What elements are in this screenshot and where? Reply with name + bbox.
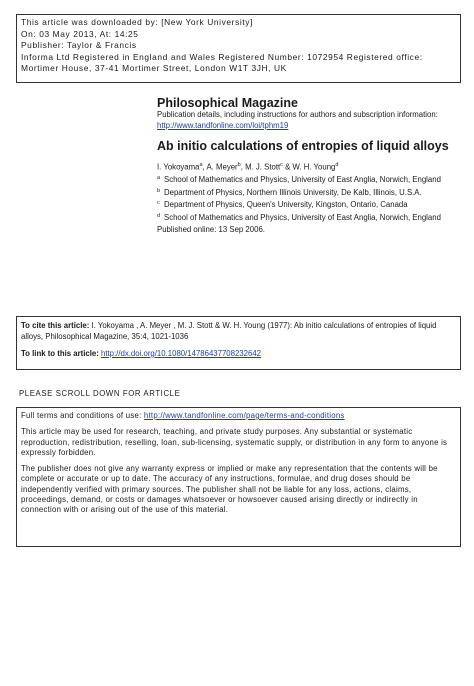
author-name: I. Yokoyama [157, 162, 200, 172]
affiliation [157, 213, 457, 224]
affiliation-sup: a [157, 175, 161, 182]
published-date: Published online: 13 Sep 2006. [157, 225, 265, 235]
download-line: Publisher: Taylor & Francis [21, 40, 137, 50]
terms-paragraph: This article may be used for research, teaching, and private study purposes. Any substantial or systematic reproduction, redistribution, reselling, loan, sub-licensing, systematic supply, or distribution in any form to anyone is expressly forbidden. [21, 427, 448, 457]
author-sup: d [335, 162, 339, 168]
journal-details-text: Publication details, including instructions for authors and subscription information: [157, 110, 438, 119]
journal-name: Philosophical Magazine [157, 96, 298, 110]
journal-link[interactable]: http://www.tandfonline.com/loi/tphm19 [157, 120, 289, 130]
download-line: Informa Ltd Registered in England and Wales Registered Number: 1072954 Registered office: [21, 51, 423, 62]
download-line: On: 03 May 2013, At: 14:25 [21, 28, 139, 39]
affiliation-text: Department of Physics, Queen's University, Kingston, Ontario, Canada [164, 200, 408, 210]
terms-intro-text: Full terms and conditions of use: [21, 411, 142, 420]
affiliation-sup: c [157, 200, 160, 207]
affiliation-sup: b [157, 187, 161, 194]
link-line [21, 349, 456, 360]
author-sup: c [280, 162, 283, 168]
citation-box [16, 316, 461, 370]
author-name: W. H. Young [292, 162, 336, 172]
affiliation-text: School of Mathematics and Physics, University of East Anglia, Norwich, England [164, 175, 441, 185]
terms-intro [21, 411, 456, 421]
cite-text: I. Yokoyama , A. Meyer , M. J. Stott & W. H. Young (1977): Ab initio calculations of entropies of liquid alloys, Philosophical Magazine, 35:4, 1021-1036 [21, 321, 437, 341]
author-sup: a [199, 162, 203, 168]
download-line: Mortimer House, 37-41 Mortimer Street, London W1T 3JH, UK [21, 63, 287, 73]
download-notice-box [16, 14, 461, 83]
author-list: I. Yokoyama$^a$, A. Meyer$^b$, M. J. Stott$^c$ & W. H. Young$^d$ [157, 162, 339, 172]
terms-paragraph: The publisher does not give any warranty express or implied or make any representation that the contents will be complete or accurate or up to date. The accuracy of any instructions, formulae, and drug doses should be independently verified with primary sources. The publisher shall not be liable for any loss, actions, claims, proceedings, demand, or costs or damages whatsoever or howsoever caused arising directly or indirectly in connection with or arising out of the use of this material. [21, 464, 438, 515]
affiliation [157, 200, 457, 211]
doi-link[interactable]: http://dx.doi.org/10.1080/14786437708232642 [101, 349, 261, 358]
link-label: To link to this article: [21, 349, 99, 358]
download-line: This article was downloaded by: [New York University] [21, 17, 253, 27]
journal-details [157, 110, 457, 131]
affiliation [157, 175, 457, 186]
article-title: Ab initio calculations of entropies of liquid alloys [157, 139, 449, 153]
terms-link[interactable]: http://www.tandfonline.com/page/terms-and-conditions [143, 411, 345, 420]
author-name: A. Meyer [206, 162, 238, 172]
cite-label: To cite this article: [21, 321, 90, 330]
affiliation-text: Department of Physics, Northern Illinois University, De Kalb, Illinois, U.S.A. [164, 187, 422, 197]
author-sup: b [237, 162, 241, 168]
affiliation [157, 188, 457, 199]
article-info [157, 96, 457, 236]
cite-line [21, 321, 456, 342]
affiliation-sup: d [157, 212, 161, 219]
affiliation-text: School of Mathematics and Physics, University of East Anglia, Norwich, England [164, 212, 441, 222]
author-name: M. J. Stott [245, 162, 281, 172]
terms-box [16, 407, 461, 547]
scroll-note: PLEASE SCROLL DOWN FOR ARTICLE [19, 389, 181, 398]
